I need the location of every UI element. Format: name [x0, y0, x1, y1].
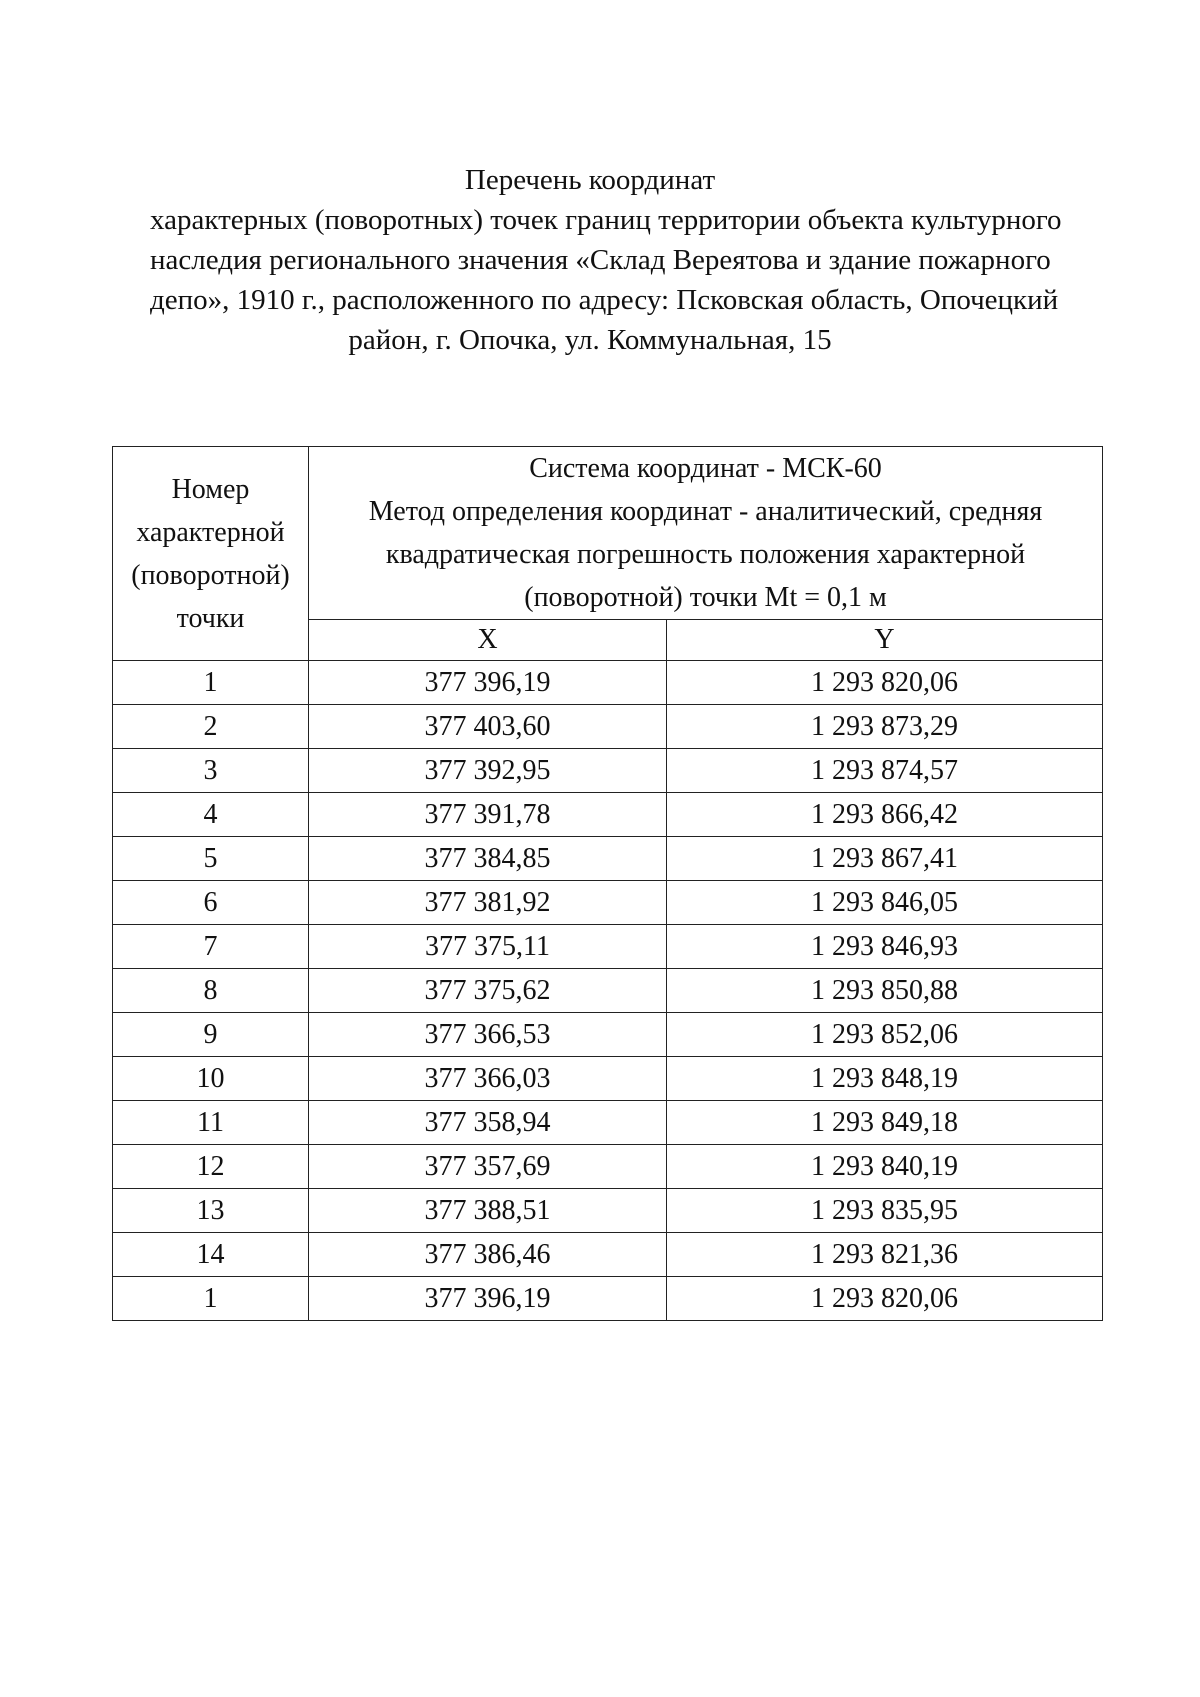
point-number-cell: 1 [113, 1277, 309, 1321]
x-coordinate-cell: 377 375,62 [309, 969, 667, 1013]
x-coordinate-cell: 377 396,19 [309, 661, 667, 705]
title-line: район, г. Опочка, ул. Коммунальная, 15 [348, 324, 832, 356]
system-header-line: квадратическая погрешность положения характерной [385, 539, 1026, 570]
system-header-line: (поворотной) точки Mt = 0,1 м [524, 582, 887, 613]
x-coordinate-cell: 377 357,69 [309, 1145, 667, 1189]
y-column-header: Y [667, 620, 1103, 661]
y-coordinate-cell: 1 293 867,41 [667, 837, 1103, 881]
table-row [113, 1233, 1103, 1277]
y-coordinate-cell: 1 293 840,19 [667, 1145, 1103, 1189]
point-number-cell: 6 [113, 881, 309, 925]
coordinate-system-header [309, 447, 1103, 620]
y-coordinate-cell: 1 293 849,18 [667, 1101, 1103, 1145]
point-number-cell: 8 [113, 969, 309, 1013]
title-line: депо», 1910 г., расположенного по адресу: Псковская область, Опочецкий [150, 284, 1059, 316]
x-coordinate-cell: 377 396,19 [309, 1277, 667, 1321]
point-number-cell: 2 [113, 705, 309, 749]
point-number-header [113, 447, 309, 661]
point-header-line: точки [176, 602, 245, 634]
x-coordinate-cell: 377 386,46 [309, 1233, 667, 1277]
table-row [113, 1189, 1103, 1233]
x-coordinate-cell: 377 403,60 [309, 705, 667, 749]
document-title [150, 160, 1062, 360]
x-coordinate-cell: 377 366,03 [309, 1057, 667, 1101]
point-number-cell: 1 [113, 661, 309, 705]
table-row [113, 749, 1103, 793]
x-coordinate-cell: 377 375,11 [309, 925, 667, 969]
y-coordinate-cell: 1 293 821,36 [667, 1233, 1103, 1277]
table-row [113, 1277, 1103, 1321]
y-coordinate-cell: 1 293 873,29 [667, 705, 1103, 749]
point-number-cell: 11 [113, 1101, 309, 1145]
table-row [113, 1013, 1103, 1057]
table-row [113, 661, 1103, 705]
system-header-line: Система координат - МСК-60 [529, 453, 882, 484]
y-coordinate-cell: 1 293 852,06 [667, 1013, 1103, 1057]
table-row [113, 837, 1103, 881]
table-row [113, 881, 1103, 925]
x-coordinate-cell: 377 388,51 [309, 1189, 667, 1233]
table-row [113, 1101, 1103, 1145]
table-row [113, 925, 1103, 969]
y-coordinate-cell: 1 293 835,95 [667, 1189, 1103, 1233]
y-coordinate-cell: 1 293 846,05 [667, 881, 1103, 925]
point-number-cell: 9 [113, 1013, 309, 1057]
table-row [113, 793, 1103, 837]
point-number-cell: 5 [113, 837, 309, 881]
x-column-header: X [309, 620, 667, 661]
x-coordinate-cell: 377 366,53 [309, 1013, 667, 1057]
point-header-line: характерной [136, 516, 285, 548]
y-coordinate-cell: 1 293 874,57 [667, 749, 1103, 793]
x-coordinate-cell: 377 384,85 [309, 837, 667, 881]
coordinates-table [112, 446, 1103, 1321]
system-header-line: Метод определения координат - аналитический, средняя [368, 496, 1043, 527]
table-row [113, 1145, 1103, 1189]
x-coordinate-cell: 377 381,92 [309, 881, 667, 925]
x-coordinate-cell: 377 391,78 [309, 793, 667, 837]
point-number-cell: 14 [113, 1233, 309, 1277]
point-number-cell: 7 [113, 925, 309, 969]
point-number-cell: 13 [113, 1189, 309, 1233]
point-number-cell: 10 [113, 1057, 309, 1101]
title-line: Перечень координат [464, 164, 716, 196]
title-line: наследия регионального значения «Склад Вереятова и здание пожарного [150, 244, 1051, 276]
point-header-line: Номер [171, 473, 250, 505]
table-row [113, 1057, 1103, 1101]
x-coordinate-cell: 377 358,94 [309, 1101, 667, 1145]
y-coordinate-cell: 1 293 820,06 [667, 661, 1103, 705]
y-coordinate-cell: 1 293 820,06 [667, 1277, 1103, 1321]
point-number-cell: 4 [113, 793, 309, 837]
x-coordinate-cell: 377 392,95 [309, 749, 667, 793]
y-coordinate-cell: 1 293 848,19 [667, 1057, 1103, 1101]
table-row [113, 705, 1103, 749]
point-header-line: (поворотной) [131, 559, 290, 591]
point-number-cell: 12 [113, 1145, 309, 1189]
y-coordinate-cell: 1 293 866,42 [667, 793, 1103, 837]
y-coordinate-cell: 1 293 850,88 [667, 969, 1103, 1013]
table-row [113, 969, 1103, 1013]
title-line: характерных (поворотных) точек границ территории объекта культурного [150, 204, 1062, 236]
point-number-cell: 3 [113, 749, 309, 793]
y-coordinate-cell: 1 293 846,93 [667, 925, 1103, 969]
